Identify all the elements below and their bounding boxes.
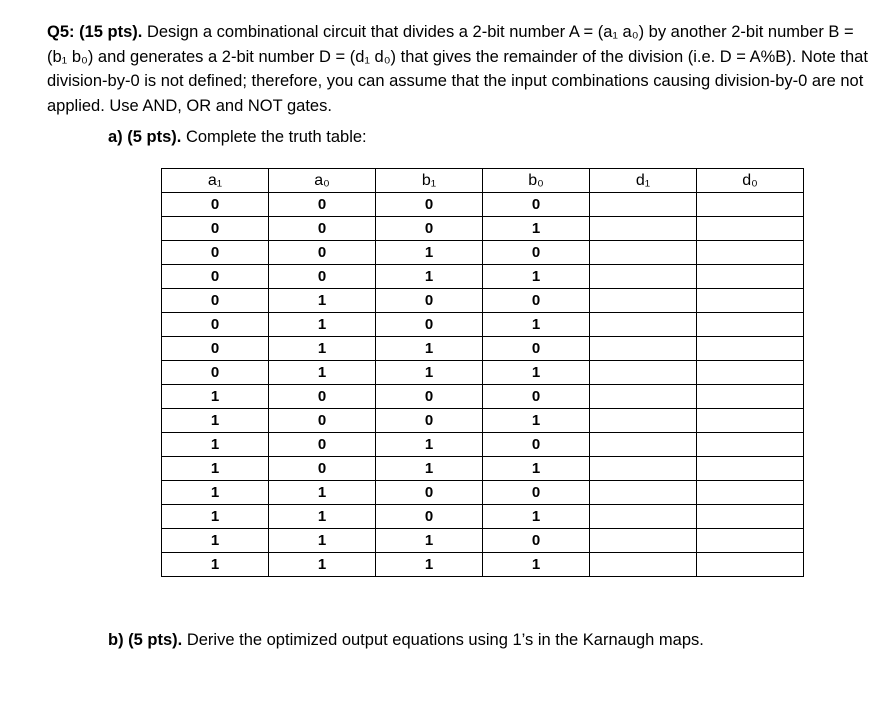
input-cell: 1: [376, 265, 483, 289]
table-row: [162, 313, 804, 337]
table-row: [162, 265, 804, 289]
input-cell: 0: [483, 433, 590, 457]
output-cell[interactable]: [697, 241, 804, 265]
input-cell: 0: [376, 505, 483, 529]
input-cell: 0: [376, 217, 483, 241]
input-cell: 1: [162, 433, 269, 457]
input-cell: 0: [162, 313, 269, 337]
table-row: [162, 361, 804, 385]
table-row: [162, 529, 804, 553]
output-cell[interactable]: [590, 409, 697, 433]
output-cell[interactable]: [590, 313, 697, 337]
input-cell: 0: [483, 385, 590, 409]
input-cell: 0: [269, 433, 376, 457]
output-cell[interactable]: [590, 193, 697, 217]
output-cell[interactable]: [697, 529, 804, 553]
input-cell: 0: [269, 265, 376, 289]
output-cell[interactable]: [590, 241, 697, 265]
input-cell: 1: [269, 529, 376, 553]
input-cell: 1: [376, 361, 483, 385]
input-cell: 1: [269, 505, 376, 529]
header-a1: a₁: [162, 169, 269, 193]
input-cell: 0: [162, 289, 269, 313]
input-cell: 1: [483, 409, 590, 433]
input-cell: 1: [162, 505, 269, 529]
input-cell: 0: [162, 217, 269, 241]
question-label: Q5: (15 pts).: [47, 23, 143, 41]
input-cell: 1: [162, 529, 269, 553]
input-cell: 0: [483, 193, 590, 217]
input-cell: 0: [483, 289, 590, 313]
input-cell: 1: [483, 265, 590, 289]
table-row: [162, 385, 804, 409]
input-cell: 1: [483, 217, 590, 241]
input-cell: 1: [269, 313, 376, 337]
input-cell: 0: [269, 241, 376, 265]
input-cell: 1: [269, 553, 376, 577]
input-cell: 1: [376, 529, 483, 553]
table-row: [162, 457, 804, 481]
output-cell[interactable]: [697, 337, 804, 361]
output-cell[interactable]: [697, 409, 804, 433]
input-cell: 0: [376, 481, 483, 505]
output-cell[interactable]: [697, 433, 804, 457]
output-cell[interactable]: [697, 217, 804, 241]
part-b-label: b) (5 pts).: [108, 631, 183, 649]
table-row: [162, 433, 804, 457]
input-cell: 1: [376, 433, 483, 457]
output-cell[interactable]: [590, 457, 697, 481]
input-cell: 1: [483, 553, 590, 577]
output-cell[interactable]: [697, 289, 804, 313]
header-b0: b₀: [483, 169, 590, 193]
output-cell[interactable]: [697, 193, 804, 217]
output-cell[interactable]: [697, 361, 804, 385]
input-cell: 1: [162, 457, 269, 481]
output-cell[interactable]: [697, 457, 804, 481]
table-row: [162, 409, 804, 433]
input-cell: 0: [483, 481, 590, 505]
input-cell: 1: [483, 457, 590, 481]
input-cell: 1: [483, 361, 590, 385]
input-cell: 1: [376, 241, 483, 265]
output-cell[interactable]: [590, 385, 697, 409]
input-cell: 0: [376, 313, 483, 337]
output-cell[interactable]: [590, 361, 697, 385]
input-cell: 0: [162, 193, 269, 217]
input-cell: 0: [483, 529, 590, 553]
question-body: Design a combinational circuit that divides a 2-bit number A = (a₁ a₀) by another 2-bit number B = (b₁ b₀) and generates a 2-bit number D = (d₁ d₀) that gives the remainder of the division (i.e. D = A%B). Note that division-by-0 is not defined; therefore, you can assume that the input combinations causing division-by-0 are not applied. Use AND, OR and NOT gates.: [47, 23, 868, 115]
input-cell: 1: [162, 409, 269, 433]
input-cell: 1: [483, 313, 590, 337]
question-text: [47, 20, 877, 118]
input-cell: 0: [376, 193, 483, 217]
output-cell[interactable]: [590, 217, 697, 241]
output-cell[interactable]: [697, 505, 804, 529]
input-cell: 0: [162, 241, 269, 265]
input-cell: 1: [162, 481, 269, 505]
input-cell: 1: [162, 385, 269, 409]
output-cell[interactable]: [590, 481, 697, 505]
input-cell: 0: [376, 385, 483, 409]
output-cell[interactable]: [697, 313, 804, 337]
input-cell: 0: [269, 193, 376, 217]
header-d1: d₁: [590, 169, 697, 193]
header-d0: d₀: [697, 169, 804, 193]
truth-table-header-row: [162, 169, 804, 193]
table-row: [162, 337, 804, 361]
output-cell[interactable]: [590, 553, 697, 577]
input-cell: 1: [376, 457, 483, 481]
input-cell: 1: [269, 481, 376, 505]
table-row: [162, 193, 804, 217]
header-b1: b₁: [376, 169, 483, 193]
input-cell: 0: [269, 385, 376, 409]
part-b-text: Derive the optimized output equations using 1’s in the Karnaugh maps.: [186, 631, 704, 649]
input-cell: 1: [269, 337, 376, 361]
output-cell[interactable]: [697, 265, 804, 289]
output-cell[interactable]: [590, 337, 697, 361]
input-cell: 0: [376, 409, 483, 433]
input-cell: 1: [162, 553, 269, 577]
input-cell: 0: [269, 457, 376, 481]
input-cell: 0: [269, 409, 376, 433]
part-b: [108, 631, 704, 650]
input-cell: 0: [162, 337, 269, 361]
table-row: [162, 241, 804, 265]
input-cell: 1: [483, 505, 590, 529]
part-a-text: Complete the truth table:: [185, 128, 367, 146]
output-cell[interactable]: [697, 553, 804, 577]
truth-table: [161, 168, 804, 577]
part-a: [108, 128, 367, 147]
input-cell: 0: [376, 289, 483, 313]
header-a0: a₀: [269, 169, 376, 193]
input-cell: 1: [269, 361, 376, 385]
input-cell: 0: [269, 217, 376, 241]
output-cell[interactable]: [697, 385, 804, 409]
input-cell: 0: [483, 241, 590, 265]
table-row: [162, 217, 804, 241]
input-cell: 1: [269, 289, 376, 313]
input-cell: 0: [162, 265, 269, 289]
input-cell: 0: [483, 337, 590, 361]
output-cell[interactable]: [590, 433, 697, 457]
table-row: [162, 289, 804, 313]
input-cell: 1: [376, 337, 483, 361]
output-cell[interactable]: [697, 481, 804, 505]
output-cell[interactable]: [590, 529, 697, 553]
part-a-label: a) (5 pts).: [108, 128, 182, 146]
input-cell: 0: [162, 361, 269, 385]
output-cell[interactable]: [590, 505, 697, 529]
table-row: [162, 481, 804, 505]
table-row: [162, 505, 804, 529]
input-cell: 1: [376, 553, 483, 577]
output-cell[interactable]: [590, 265, 697, 289]
table-row: [162, 553, 804, 577]
output-cell[interactable]: [590, 289, 697, 313]
